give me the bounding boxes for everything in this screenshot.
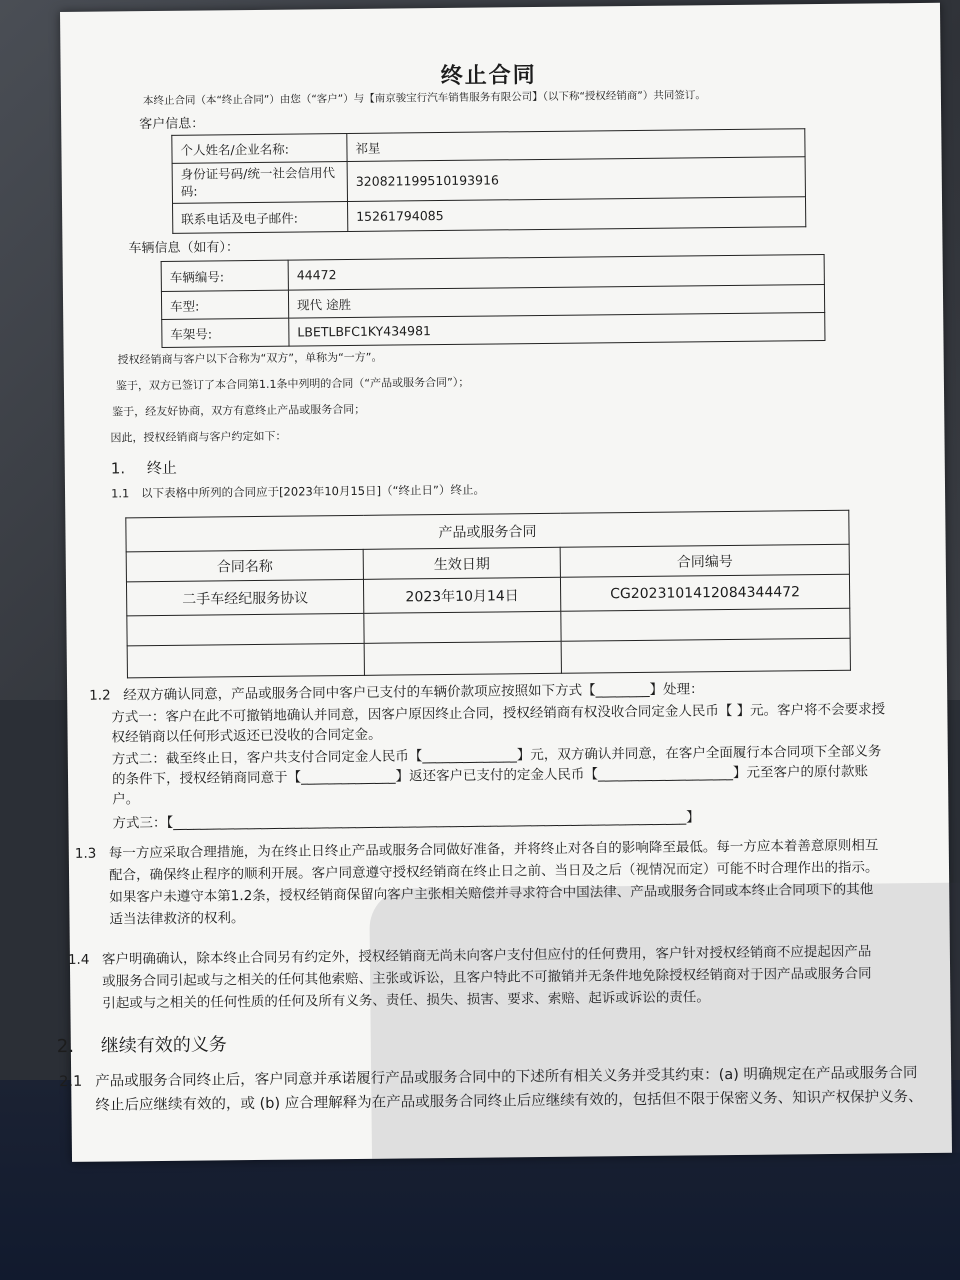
intro-text: 本终止合同（本“终止合同”）由您（“客户”）与【南京骏宝行汽车销售服务有限公司】（以下称“授权经销商”）共同签订。: [142, 89, 706, 108]
method-3-line: 方式三：【____________________________________________________________________________】: [112, 809, 700, 832]
method-1-line-2: 权经销商以任何形式返还已没收的合同定金。: [111, 726, 382, 746]
vehicle-model-value: 现代 途胜: [288, 285, 824, 319]
method-1-line-1: 方式一：客户在此不可撤销地确认并同意，因客户原因终止合同，授权经销商有权没收合同定金人民币【 】元。客户将不会要求授: [111, 701, 886, 726]
table-row: [173, 197, 806, 234]
section-1-number: 1.: [110, 459, 126, 478]
cell-contract-name: 二手车经纪服务协议: [126, 579, 363, 615]
cell-empty: [127, 613, 364, 645]
vehicle-number-value: 44472: [288, 255, 824, 291]
whereas-clause-2: 鉴于，经友好协商，双方有意终止产品或服务合同；: [112, 402, 366, 419]
clause-1-4-line-1: 客户明确确认，除本终止合同另有约定外，授权经销商无尚未向客户支付但应付的任何费用，客户针对授权经销商不应提起因产品: [101, 943, 872, 968]
contract-page: [56, 3, 952, 1162]
vehicle-info-heading: 车辆信息（如有）：: [128, 240, 240, 257]
clause-1-1-number: 1.1: [110, 486, 130, 501]
clause-2-1-line-2: 终止后应继续有效的，或 (b) 应合理解释为在产品或服务合同终止后应继续有效的，包括但不限于保密义务、知识产权保护义务、: [95, 1089, 923, 1114]
section-2-number: 2.: [56, 1035, 75, 1058]
customer-name-label: 个人姓名/企业名称:: [172, 134, 347, 164]
customer-id-label: 身份证号码/统一社会信用代码:: [172, 162, 347, 204]
cell-contract-number: CG2023101412084344472: [560, 574, 849, 611]
clause-1-4-line-3: 引起或与之相关的任何性质的任何及所有义务、责任、损失、损害、要求、索赔、起诉或诉讼的责任。: [102, 989, 710, 1012]
contract-list-table: [125, 510, 851, 679]
customer-info-heading: 客户信息：: [139, 116, 205, 133]
vehicle-vin-value: LBETLBFC1KY434981: [289, 313, 825, 347]
method-2-line-2: 的条件下，授权经销商同意于【______________】返还客户已支付的定金人民币【____________________】元至客户的原付款账: [111, 763, 869, 788]
cell-empty: [364, 641, 561, 675]
clause-2-1-line-1: 产品或服务合同终止后，客户同意并承诺履行产品或服务合同中的下述所有相关义务并受其约束：(a) 明确规定在产品或服务合同: [95, 1065, 918, 1090]
therefore-clause: 因此，授权经销商与客户约定如下：: [110, 429, 287, 445]
clause-1-3-line-1: 每一方应采取合理措施，为在终止日终止产品或服务合同做好准备，并将终止对各自的影响降至最低。每一方应本着善意原则相互: [108, 837, 879, 862]
clause-1-3-number: 1.3: [74, 845, 97, 862]
method-2-line-1: 方式二：截至终止日，客户共支付合同定金人民币【______________】元，双方确认并同意，在客户全面履行本合同项下全部义务: [111, 743, 882, 768]
customer-info-table: [171, 128, 806, 234]
vehicle-vin-label: 车架号:: [162, 318, 289, 347]
clause-2-1-number: 2.1: [59, 1073, 83, 1091]
clause-1-2-text: 经双方确认同意，产品或服务合同中客户已支付的车辆价款项应按照如下方式【________】处理：: [123, 681, 704, 704]
table-row: [172, 157, 805, 204]
vehicle-model-label: 车型:: [161, 290, 288, 319]
header-effective-date: 生效日期: [363, 547, 560, 579]
document-title: 终止合同: [440, 63, 537, 90]
contract-table-caption: 产品或服务合同: [126, 510, 849, 552]
clause-1-3-line-3: 如果客户未遵守本第1.2条，授权经销商保留向客户主张相关赔偿并寻求符合中国法律、产品或服务合同或本终止合同项下的其他: [109, 881, 874, 906]
parties-definition: 授权经销商与客户以下合称为“双方”，单称为“一方”。: [117, 350, 383, 367]
cell-empty: [364, 611, 561, 643]
section-2-title: 继续有效的义务: [100, 1034, 227, 1057]
photo-shadow: [369, 883, 960, 1159]
customer-contact-label: 联系电话及电子邮件:: [173, 201, 348, 233]
method-2-line-3: 户。: [112, 791, 140, 808]
cell-empty: [127, 643, 364, 677]
clause-1-1-text: 以下表格中所列的合同应于[2023年10月15日]（“终止日”）终止。: [140, 482, 486, 501]
clause-1-4-number: 1.4: [67, 951, 90, 968]
clause-1-4-line-2: 或服务合同引起或与之相关的任何其他索赔、主张或诉讼，且客户特此不可撤销并无条件地免除授权经销商对于因产品或服务合同: [102, 965, 872, 990]
vehicle-number-label: 车辆编号:: [161, 260, 288, 291]
whereas-clause-1: 鉴于，双方已签订了本合同第1.1条中列明的合同（“产品或服务合同”）；: [115, 375, 470, 393]
section-1-title: 终止: [146, 458, 177, 478]
clause-1-2-number: 1.2: [89, 687, 111, 704]
customer-name-value: 祁星: [347, 129, 805, 162]
table-row: [127, 638, 850, 678]
cell-effective-date: 2023年10月14日: [363, 577, 560, 613]
clause-1-3-line-4: 适当法律救济的权利。: [109, 910, 245, 928]
cell-empty: [561, 608, 850, 641]
header-contract-number: 合同编号: [560, 544, 849, 577]
header-contract-name: 合同名称: [126, 549, 363, 581]
cell-empty: [561, 638, 850, 673]
customer-id-value: 320821199510193916: [347, 157, 805, 202]
vehicle-info-table: [161, 254, 826, 348]
customer-contact-value: 15261794085: [348, 197, 806, 232]
clause-1-3-line-2: 配合，确保终止程序的顺利开展。客户同意遵守授权经销商在终止日之前、当日及之后（视情况而定）可能不时合理作出的指示。: [108, 859, 879, 884]
table-row: [162, 313, 825, 348]
